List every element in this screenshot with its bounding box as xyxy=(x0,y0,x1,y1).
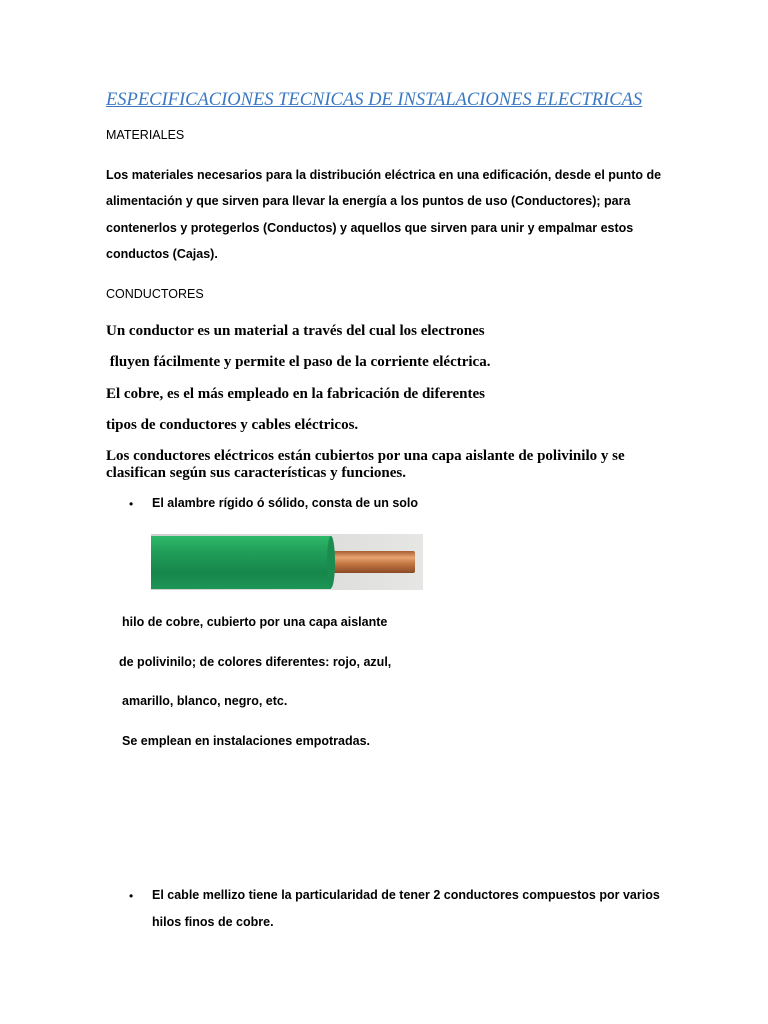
materiales-paragraph-line: contenerlos y protegerlos (Conductos) y aquellos que sirven para unir y empalmar estos xyxy=(106,221,634,235)
conductores-paragraph-line: Un conductor es un material a través del cual los electrones xyxy=(106,323,485,339)
bullet-item-cable-mellizo-continuation: hilos finos de cobre. xyxy=(152,915,274,929)
conductores-paragraph-line: clasifican según sus características y funciones. xyxy=(106,465,406,481)
document-title: ESPECIFICACIONES TECNICAS DE INSTALACIONES ELECTRICAS xyxy=(106,90,643,110)
wire-image-svg xyxy=(151,534,423,590)
conductores-paragraph-line: tipos de conductores y cables eléctricos. xyxy=(106,417,359,433)
bullet-icon: • xyxy=(129,497,134,511)
materiales-paragraph-line: conductos (Cajas). xyxy=(106,247,218,261)
bullet-item-alambre: El alambre rígido ó sólido, consta de un solo xyxy=(152,496,419,510)
conductores-paragraph-line: fluyen fácilmente y permite el paso de la corriente eléctrica. xyxy=(106,354,491,370)
materiales-heading: MATERIALES xyxy=(106,128,185,142)
bullet-icon: • xyxy=(129,889,134,903)
conductores-heading: CONDUCTORES xyxy=(106,287,204,301)
bullet-continuation-line: amarillo, blanco, negro, etc. xyxy=(122,694,288,708)
green-insulated-copper-wire-photo xyxy=(151,534,423,590)
materiales-paragraph-line: Los materiales necesarios para la distribución eléctrica en una edificación, desde el punto de xyxy=(106,168,662,182)
conductores-paragraph-line: Los conductores eléctricos están cubiertos por una capa aislante de polivinilo y se xyxy=(106,448,625,464)
materiales-paragraph-line: alimentación y que sirven para llevar la energía a los puntos de uso (Conductores); para xyxy=(106,194,631,208)
bullet-continuation-line: hilo de cobre, cubierto por una capa aislante xyxy=(122,615,388,629)
green-insulation xyxy=(151,536,331,589)
copper-core xyxy=(329,551,415,573)
bullet-item-cable-mellizo: El cable mellizo tiene la particularidad de tener 2 conductores compuestos por varios xyxy=(152,888,660,902)
bullet-continuation-line: de polivinilo; de colores diferentes: rojo, azul, xyxy=(119,655,392,669)
bullet-continuation-line: Se emplean en instalaciones empotradas. xyxy=(122,734,371,748)
conductores-paragraph-line: El cobre, es el más empleado en la fabricación de diferentes xyxy=(106,386,485,402)
